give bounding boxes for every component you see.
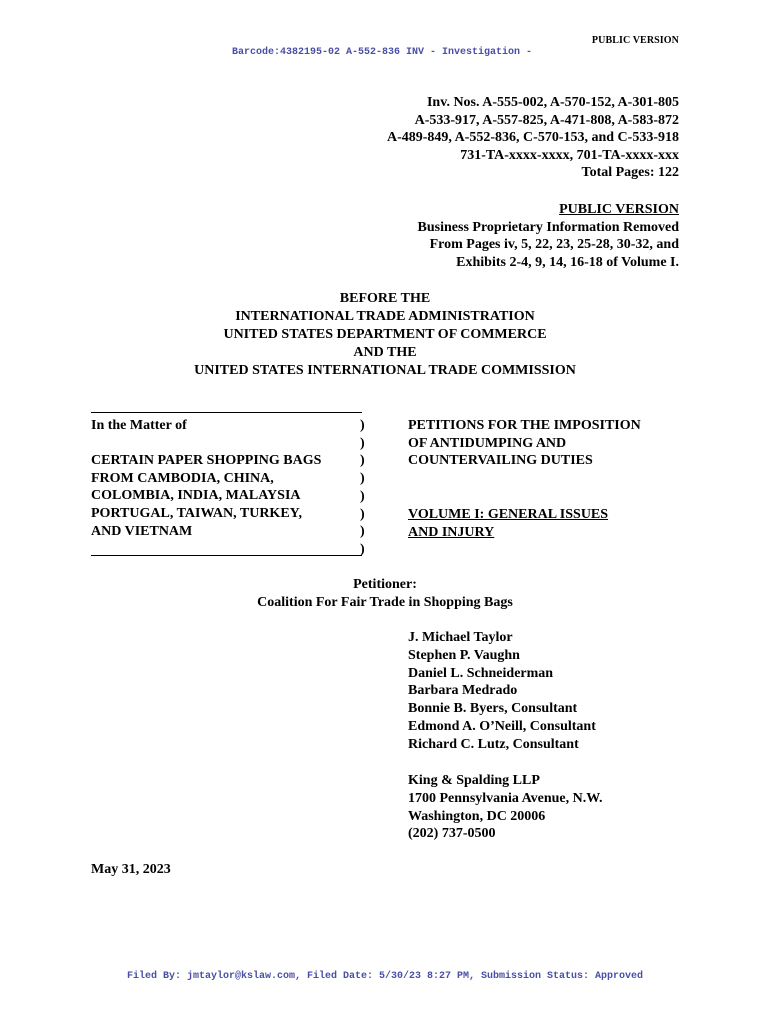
subject-line: PORTUGAL, TAIWAN, TURKEY, xyxy=(91,506,302,522)
public-version-header: PUBLIC VERSION xyxy=(591,35,679,46)
paren: ) xyxy=(360,541,365,557)
agency-line: UNITED STATES INTERNATIONAL TRADE COMMISSION xyxy=(194,363,576,378)
petition-line: COUNTERVAILING DUTIES xyxy=(408,453,593,469)
counsel-name: Richard C. Lutz, Consultant xyxy=(408,736,579,752)
paren: ) xyxy=(360,453,365,469)
bpi-line: From Pages iv, 5, 22, 23, 25-28, 30-32, and xyxy=(429,237,679,253)
agency-line: AND THE xyxy=(353,345,417,360)
public-version-block xyxy=(418,201,679,271)
volume-line: AND INJURY xyxy=(408,524,495,540)
law-firm-address xyxy=(408,772,602,843)
volume-title xyxy=(408,506,608,541)
subject-line: COLOMBIA, INDIA, MALAYSIA xyxy=(91,488,301,504)
inv-line: Inv. Nos. A-555-002, A-570-152, A-301-805 xyxy=(426,95,679,110)
petition-title xyxy=(408,417,641,470)
public-version-title: PUBLIC VERSION xyxy=(559,202,679,217)
total-pages: Total Pages: 122 xyxy=(581,165,679,181)
investigation-numbers xyxy=(387,94,679,182)
paren: ) xyxy=(360,506,365,522)
filing-footer: Filed By: jmtaylor@kslaw.com, Filed Date: 5/30/23 8:27 PM, Submission Status: Approved xyxy=(126,971,644,982)
subject-line: AND VIETNAM xyxy=(91,523,193,539)
firm-line: Washington, DC 20006 xyxy=(408,808,546,824)
subject-line: FROM CAMBODIA, CHINA, xyxy=(91,470,274,486)
paren: ) xyxy=(360,418,365,433)
counsel-name: J. Michael Taylor xyxy=(408,630,513,645)
inv-line: 731-TA-xxxx-xxxx, 701-TA-xxxx-xxx xyxy=(460,147,679,163)
agency-line: UNITED STATES DEPARTMENT OF COMMERCE xyxy=(223,327,547,342)
caption-parentheses xyxy=(360,417,365,559)
counsel-name: Stephen P. Vaughn xyxy=(408,647,520,663)
petition-line: PETITIONS FOR THE IMPOSITION xyxy=(408,418,641,433)
counsel-name: Daniel L. Schneiderman xyxy=(408,665,554,681)
firm-line: 1700 Pennsylvania Avenue, N.W. xyxy=(408,790,603,806)
petitioner-label: Petitioner: xyxy=(353,577,417,592)
counsel-names xyxy=(408,629,596,754)
case-subject xyxy=(91,452,321,541)
bpi-line: Business Proprietary Information Removed xyxy=(417,219,679,235)
agency-line: BEFORE THE xyxy=(339,291,431,306)
filing-date: May 31, 2023 xyxy=(91,862,171,877)
inv-line: A-533-917, A-557-825, A-471-808, A-583-872 xyxy=(414,112,679,128)
counsel-name: Bonnie B. Byers, Consultant xyxy=(408,701,578,717)
firm-line: (202) 737-0500 xyxy=(408,826,496,842)
counsel-name: Barbara Medrado xyxy=(408,683,518,699)
paren: ) xyxy=(360,471,365,487)
volume-line: VOLUME I: GENERAL ISSUES xyxy=(408,507,609,522)
firm-line: King & Spalding LLP xyxy=(408,773,540,788)
caption-top-rule xyxy=(91,412,362,413)
paren: ) xyxy=(360,524,365,540)
agency-heading xyxy=(0,290,770,380)
bpi-line: Exhibits 2-4, 9, 14, 16-18 of Volume I. xyxy=(456,254,679,270)
petitioner-name: Coalition For Fair Trade in Shopping Bags xyxy=(257,595,513,610)
paren: ) xyxy=(360,435,365,451)
petitioner-block xyxy=(0,576,770,612)
caption-bottom-rule xyxy=(91,555,362,556)
agency-line: INTERNATIONAL TRADE ADMINISTRATION xyxy=(235,309,535,324)
subject-line: CERTAIN PAPER SHOPPING BAGS xyxy=(91,453,322,468)
counsel-name: Edmond A. O’Neill, Consultant xyxy=(408,718,596,734)
in-the-matter: In the Matter of xyxy=(91,418,187,433)
barcode-line: Barcode:4382195-02 A-552-836 INV - Investigation - xyxy=(232,47,533,58)
paren: ) xyxy=(360,488,365,504)
inv-line: A-489-849, A-552-836, C-570-153, and C-533-918 xyxy=(386,130,679,146)
petition-line: OF ANTIDUMPING AND xyxy=(408,435,567,451)
